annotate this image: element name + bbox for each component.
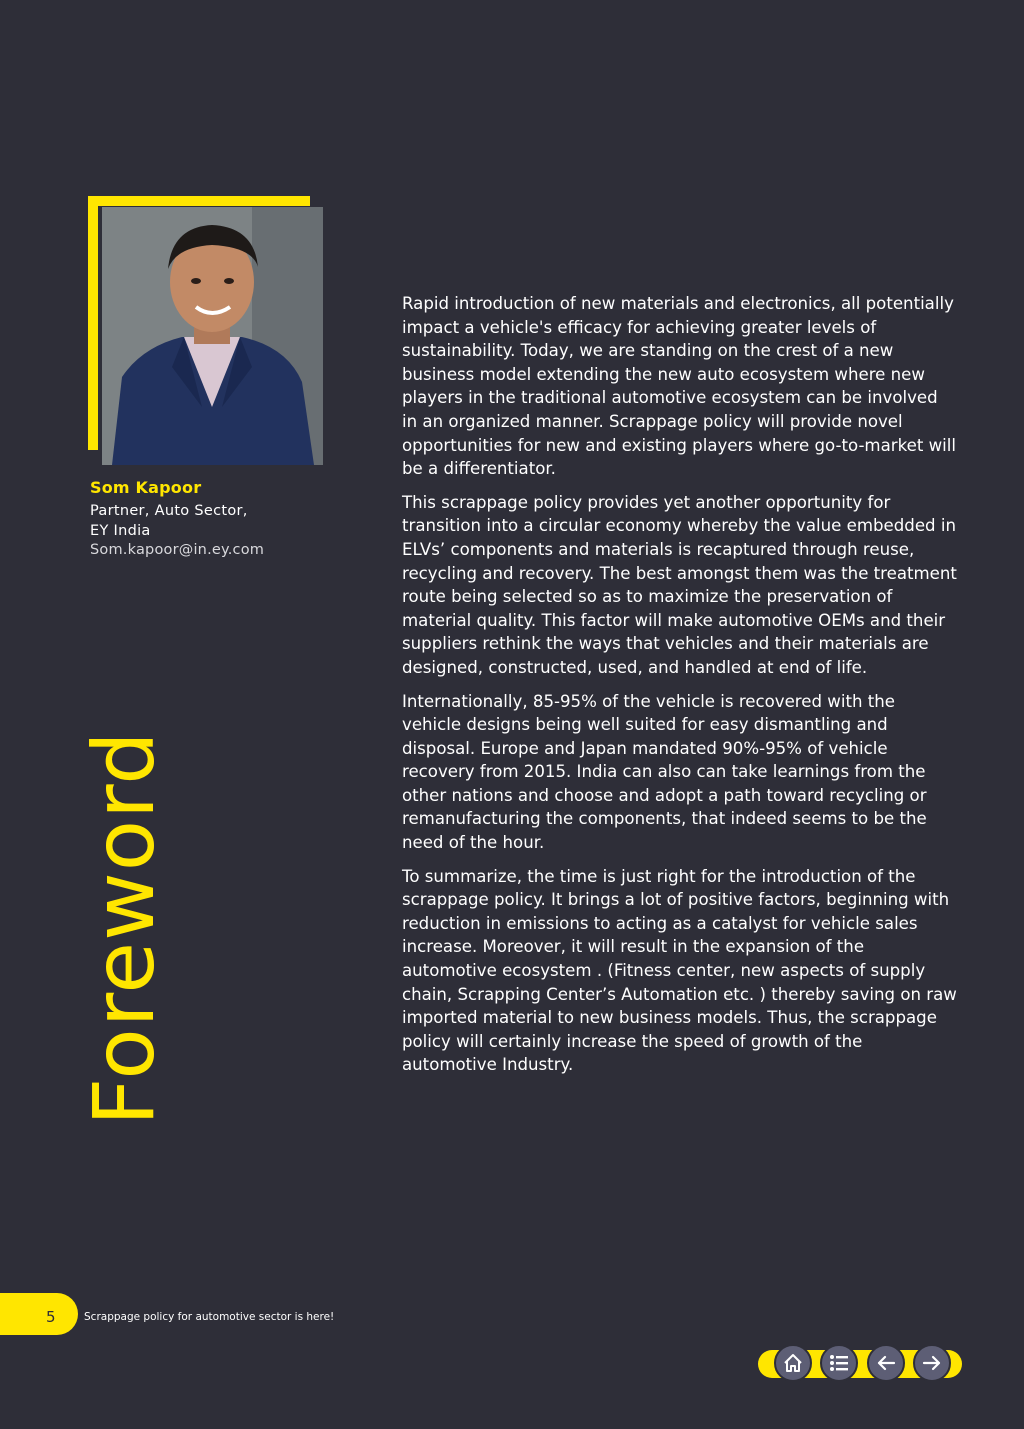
section-title: Foreword: [75, 730, 173, 1126]
author-role: [90, 501, 310, 541]
author-photo: [102, 207, 323, 465]
previous-page-button[interactable]: [867, 1344, 905, 1382]
contents-button[interactable]: [820, 1344, 858, 1382]
list-icon: [828, 1352, 850, 1374]
home-button[interactable]: [774, 1344, 812, 1382]
page-number-tab: [0, 1293, 78, 1335]
author-role-line1: Partner, Auto Sector,: [90, 503, 248, 519]
page-number: 5: [46, 1308, 56, 1326]
foreword-body: [402, 292, 958, 1087]
footer-title: Scrappage policy for automotive sector is here!: [84, 1311, 335, 1323]
author-name: Som Kapoor: [90, 478, 202, 497]
author-email[interactable]: Som.kapoor@in.ey.com: [90, 542, 265, 558]
paragraph-3: Internationally, 85-95% of the vehicle is recovered with the vehicle designs being well suited for easy dismantling and disposal. Europe and Japan mandated 90%-95% of vehicle recovery from 2015. India can also can take learnings from the other nations and choose and adopt a path toward recycling or remanufacturing the components, that indeed seems to be the need of the hour.: [402, 691, 927, 853]
paragraph-1: Rapid introduction of new materials and electronics, all potentially impact a vehicle's efficacy for achieving greater levels of sustainability. Today, we are standing on the crest of a new business model extending the new auto ecosystem where new players in the traditional automotive ecosystem can be involved in an organized manner. Scrappage policy will provide novel opportunities for new and existing players where go-to-market will be a differentiator.: [402, 294, 957, 479]
arrow-right-icon: [921, 1352, 943, 1374]
home-icon: [782, 1352, 804, 1374]
paragraph-4: To summarize, the time is just right for the introduction of the scrappage policy. It brings a lot of positive factors, beginning with reduction in emissions to acting as a catalyst for vehicle sales increase. Moreover, it will result in the expansion of the automotive ecosystem . (Fitness center, new aspects of supply chain, Scrapping Center’s Automation etc. ) thereby saving on raw imported material to new business models. Thus, the scrappage policy will certainly increase the speed of growth of the automotive Industry.: [402, 866, 957, 1075]
author-role-line2: EY India: [90, 523, 151, 539]
arrow-left-icon: [875, 1352, 897, 1374]
next-page-button[interactable]: [913, 1344, 951, 1382]
paragraph-2: This scrappage policy provides yet another opportunity for transition into a circular economy whereby the value embedded in ELVs’ components and materials is recaptured through reuse, recycling and recovery. The best amongst them was the treatment route being selected so as to maximize the preservation of material quality. This factor will make automotive OEMs and their suppliers rethink the ways that vehicles and their materials are designed, constructed, used, and handled at end of life.: [402, 492, 957, 677]
